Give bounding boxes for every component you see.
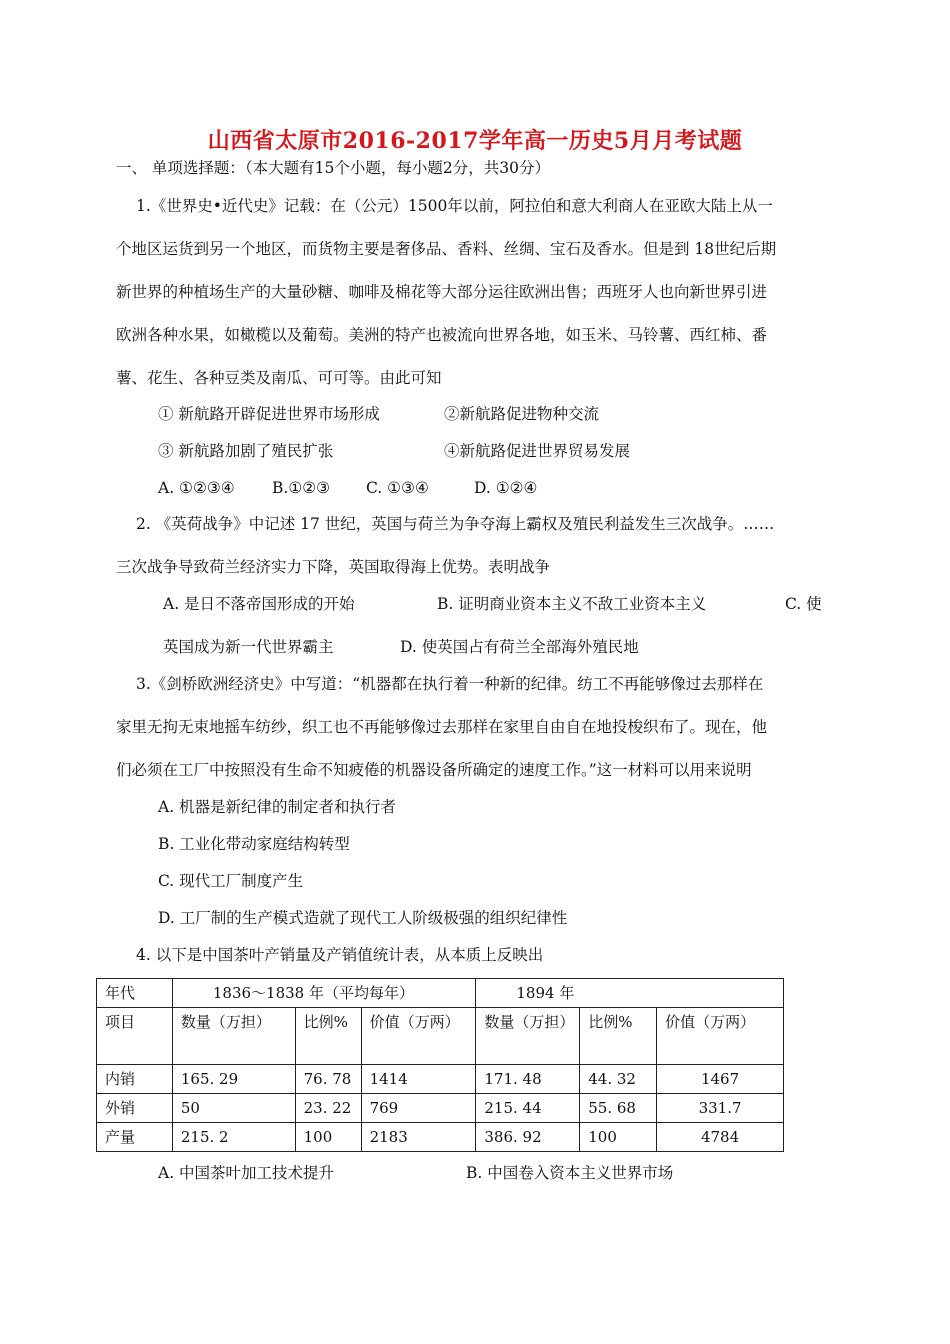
table-cell: 1467 [657, 1065, 784, 1094]
table-cell: 44. 32 [580, 1065, 657, 1094]
q3-option-a: A. 机器是新纪律的制定者和执行者 [158, 798, 397, 816]
q2-line-2: 三次战争导致荷兰经济实力下降，英国取得海上优势。表明战争 [116, 558, 551, 576]
q2-option-a: A. 是日不落帝国形成的开始 [163, 595, 355, 613]
q1-statement-4: ④新航路促进世界贸易发展 [444, 442, 631, 460]
table-cell: 23. 22 [295, 1094, 361, 1123]
table-cell: 100 [295, 1123, 361, 1152]
q2-option-c-start: C. 使 [785, 595, 822, 613]
table-header-cell: 项目 [97, 1008, 173, 1065]
page-title: 山西省太原市2016-2017学年高一历史5月月考试题 [207, 128, 743, 154]
q1-line-3: 新世界的种植场生产的大量砂糖、咖啡及棉花等大部分运往欧洲出售；西班牙人也向新世界引进 [116, 283, 768, 301]
q1-line-5: 薯、花生、各种豆类及南瓜、可可等。由此可知 [116, 369, 442, 387]
table-cell: 171. 48 [476, 1065, 580, 1094]
table-row [97, 1065, 784, 1094]
q4-option-b: B. 中国卷入资本主义世界市场 [466, 1164, 674, 1182]
q3-line-3: 们必须在工厂中按照没有生命不知疲倦的机器设备所确定的速度工作。”这一材料可以用来说明 [116, 761, 752, 779]
table-cell: 产量 [97, 1123, 173, 1152]
q1-option-a: A. ①②③④ [158, 479, 235, 497]
table-cell: 4784 [657, 1123, 784, 1152]
table-row [97, 1123, 784, 1152]
q3-line-1: 3.《剑桥欧洲经济史》中写道：“机器都在执行着一种新的纪律。纺工不再能够像过去那样在 [136, 675, 764, 693]
table-cell: 内销 [97, 1065, 173, 1094]
table-cell: 769 [361, 1094, 476, 1123]
q2-option-d: D. 使英国占有荷兰全部海外殖民地 [400, 638, 639, 656]
table-cell: 55. 68 [580, 1094, 657, 1123]
table-cell: 76. 78 [295, 1065, 361, 1094]
q2-line-1: 2. 《英荷战争》中记述 17 世纪，英国与荷兰为争夺海上霸权及殖民利益发生三次战争。…… [136, 515, 775, 533]
section-heading: 一、 单项选择题：（本大题有15个小题，每小题2分，共30分） [116, 159, 550, 177]
table-header-cell: 1894 年 [476, 979, 784, 1008]
table-header-cell: 数量（万担） [476, 1008, 580, 1065]
table-cell: 100 [580, 1123, 657, 1152]
q1-option-d: D. ①②④ [474, 479, 538, 497]
q1-statement-1: ① 新航路开辟促进世界市场形成 [158, 405, 380, 423]
q4-line: 4. 以下是中国茶叶产销量及产销值统计表，从本质上反映出 [136, 946, 544, 964]
table-cell: 50 [172, 1094, 295, 1123]
table-cell: 165. 29 [172, 1065, 295, 1094]
q1-statement-3: ③ 新航路加剧了殖民扩张 [158, 442, 334, 460]
table-header-cell: 年代 [97, 979, 173, 1008]
table-header-cell: 价值（万两） [657, 1008, 784, 1065]
q3-option-b: B. 工业化带动家庭结构转型 [158, 835, 350, 853]
table-cell: 215. 2 [172, 1123, 295, 1152]
table-header-cell: 价值（万两） [361, 1008, 476, 1065]
q4-option-a: A. 中国茶叶加工技术提升 [158, 1164, 335, 1182]
table-cell: 215. 44 [476, 1094, 580, 1123]
q3-option-c: C. 现代工厂制度产生 [158, 872, 304, 890]
table-header-cell: 1836～1838 年（平均每年） [172, 979, 476, 1008]
table-cell: 外销 [97, 1094, 173, 1123]
table-header-row [97, 979, 784, 1008]
q1-line-1: 1.《世界史•近代史》记载：在（公元）1500年以前，阿拉伯和意大利商人在亚欧大陆上从一 [136, 197, 773, 215]
table-cell: 1414 [361, 1065, 476, 1094]
q2-option-c-end: 英国成为新一代世界霸主 [163, 638, 334, 656]
q1-line-2: 个地区运货到另一个地区，而货物主要是奢侈品、香料、丝绸、宝石及香水。但是到 18世纪后期 [116, 240, 777, 258]
table-header-cell: 数量（万担） [172, 1008, 295, 1065]
table-header-cell: 比例% [295, 1008, 361, 1065]
q1-line-4: 欧洲各种水果，如橄榄以及葡萄。美洲的特产也被流向世界各地，如玉米、马铃薯、西红柿、番 [116, 326, 768, 344]
q1-option-b: B.①②③ [272, 479, 331, 497]
table-row [97, 1094, 784, 1123]
table-cell: 2183 [361, 1123, 476, 1152]
table-cell: 331.7 [657, 1094, 784, 1123]
q1-option-c: C. ①③④ [366, 479, 429, 497]
tea-statistics-table [96, 978, 784, 1152]
q3-option-d: D. 工厂制的生产模式造就了现代工人阶级极强的组织纪律性 [158, 909, 568, 927]
table-subheader-row [97, 1008, 784, 1065]
table-header-cell: 比例% [580, 1008, 657, 1065]
q1-statement-2: ②新航路促进物种交流 [444, 405, 600, 423]
q3-line-2: 家里无拘无束地摇车纺纱，织工也不再能够像过去那样在家里自由自在地投梭织布了。现在，他 [116, 718, 768, 736]
table-cell: 386. 92 [476, 1123, 580, 1152]
q2-option-b: B. 证明商业资本主义不敌工业资本主义 [437, 595, 707, 613]
